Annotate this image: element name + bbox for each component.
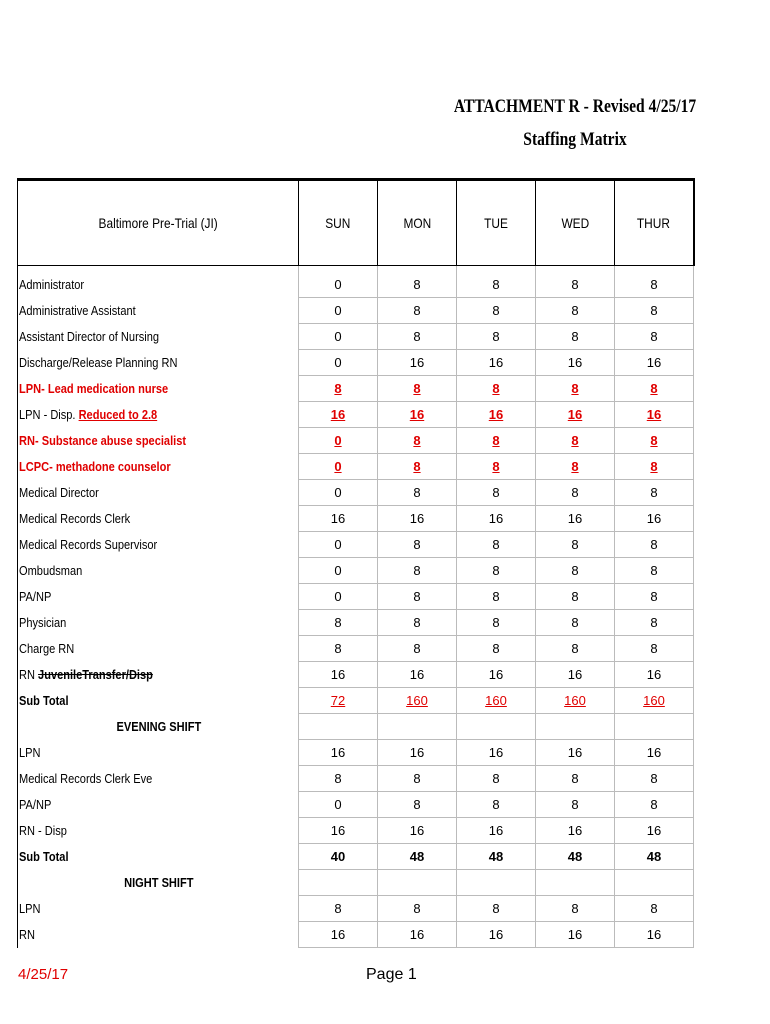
- row-label: RN - Disp: [18, 818, 299, 844]
- cell-wed: 8: [536, 584, 615, 610]
- section-header-row: [18, 870, 694, 896]
- cell-mon: 8: [378, 454, 457, 480]
- cell-wed: 8: [536, 428, 615, 454]
- cell-thur: 16: [615, 740, 694, 766]
- cell-wed: 16: [536, 350, 615, 376]
- cell-mon: 8: [378, 266, 457, 298]
- table-row: [18, 766, 694, 792]
- cell-mon: 8: [378, 532, 457, 558]
- row-label-text: LPN - Disp.: [19, 407, 76, 422]
- cell-tue: 8: [457, 324, 536, 350]
- cell-tue: 8: [457, 532, 536, 558]
- cell-wed: 8: [536, 636, 615, 662]
- cell-tue: 8: [457, 298, 536, 324]
- table-row: [18, 740, 694, 766]
- cell-thur: 8: [615, 480, 694, 506]
- cell-sun: 16: [299, 506, 378, 532]
- row-label: Medical Records Clerk Eve: [18, 766, 299, 792]
- cell-wed: 16: [536, 506, 615, 532]
- row-label: RN- Substance abuse specialist: [18, 428, 299, 454]
- table-row: [18, 662, 694, 688]
- cell-thur: 16: [615, 922, 694, 948]
- section-header-row: [18, 714, 694, 740]
- table-row: [18, 428, 694, 454]
- cell-tue: 48: [457, 844, 536, 870]
- cell-mon: 8: [378, 428, 457, 454]
- row-note-struck: JuvenileTransfer/Disp: [38, 667, 153, 682]
- day-header-wed: WED: [536, 180, 615, 266]
- cell-mon: 8: [378, 792, 457, 818]
- table-header-row: [18, 180, 694, 266]
- subtotal-row: [18, 688, 694, 714]
- table-row: [18, 818, 694, 844]
- cell-wed: 8: [536, 792, 615, 818]
- cell-tue: 16: [457, 922, 536, 948]
- row-label: LCPC- methadone counselor: [18, 454, 299, 480]
- cell-tue: 8: [457, 376, 536, 402]
- cell-thur: 16: [615, 402, 694, 428]
- cell-sun: 8: [299, 610, 378, 636]
- row-label: LPN: [18, 896, 299, 922]
- table-row: [18, 324, 694, 350]
- cell-tue: 8: [457, 610, 536, 636]
- cell-thur: 8: [615, 298, 694, 324]
- section-title-evening: EVENING SHIFT: [18, 714, 299, 740]
- cell-sun: 40: [299, 844, 378, 870]
- footer-page-number: Page 1: [366, 966, 417, 983]
- cell-sun: 0: [299, 454, 378, 480]
- row-label: Medical Records Supervisor: [18, 532, 299, 558]
- section-title-night: NIGHT SHIFT: [18, 870, 299, 896]
- table-row: [18, 636, 694, 662]
- row-label: RN: [18, 922, 299, 948]
- cell-sun: 0: [299, 266, 378, 298]
- row-label: Administrative Assistant: [18, 298, 299, 324]
- cell-mon: 8: [378, 298, 457, 324]
- cell-mon: 8: [378, 896, 457, 922]
- cell-thur: 48: [615, 844, 694, 870]
- cell-sun: 16: [299, 402, 378, 428]
- cell-tue: 8: [457, 636, 536, 662]
- staffing-matrix-table: [17, 178, 695, 948]
- cell-mon: 8: [378, 480, 457, 506]
- cell-sun: 0: [299, 792, 378, 818]
- cell-mon: 16: [378, 402, 457, 428]
- table-row: [18, 792, 694, 818]
- table-row: [18, 584, 694, 610]
- document-title: ATTACHMENT R - Revised 4/25/17: [453, 96, 697, 117]
- day-header-mon: MON: [378, 180, 457, 266]
- cell-mon: 48: [378, 844, 457, 870]
- row-label: LPN- Lead medication nurse: [18, 376, 299, 402]
- cell-mon: 8: [378, 376, 457, 402]
- facility-header: Baltimore Pre-Trial (JI): [18, 180, 299, 266]
- table-row: [18, 350, 694, 376]
- table-row: [18, 896, 694, 922]
- cell-wed: 8: [536, 896, 615, 922]
- table-row: [18, 402, 694, 428]
- table-row: [18, 480, 694, 506]
- cell-sun: 72: [299, 688, 378, 714]
- cell-tue: 8: [457, 480, 536, 506]
- cell-tue: 16: [457, 506, 536, 532]
- subtotal-row: [18, 844, 694, 870]
- cell-tue: 8: [457, 584, 536, 610]
- cell-thur: 8: [615, 766, 694, 792]
- cell-thur: 16: [615, 350, 694, 376]
- cell-wed: 16: [536, 402, 615, 428]
- row-label: Charge RN: [18, 636, 299, 662]
- cell-wed: 48: [536, 844, 615, 870]
- row-label: LPN: [18, 740, 299, 766]
- row-label: PA/NP: [18, 792, 299, 818]
- table-row: [18, 922, 694, 948]
- cell-sun: 0: [299, 350, 378, 376]
- row-label: [18, 662, 299, 688]
- table-row: [18, 610, 694, 636]
- cell-sun: 0: [299, 428, 378, 454]
- cell-tue: 8: [457, 766, 536, 792]
- cell-mon: 8: [378, 584, 457, 610]
- day-header-tue: TUE: [457, 180, 536, 266]
- cell-sun: 8: [299, 766, 378, 792]
- row-label: Assistant Director of Nursing: [18, 324, 299, 350]
- cell-wed: 16: [536, 662, 615, 688]
- cell-sun: 0: [299, 532, 378, 558]
- cell-thur: 160: [615, 688, 694, 714]
- cell-mon: 8: [378, 636, 457, 662]
- cell-sun: 16: [299, 922, 378, 948]
- cell-sun: 0: [299, 480, 378, 506]
- cell-tue: 16: [457, 662, 536, 688]
- cell-thur: 8: [615, 792, 694, 818]
- table-row: [18, 266, 694, 298]
- cell-sun: 8: [299, 896, 378, 922]
- row-label: Ombudsman: [18, 558, 299, 584]
- cell-thur: 8: [615, 636, 694, 662]
- table-row: [18, 532, 694, 558]
- row-label-text: RN: [19, 667, 35, 682]
- cell-sun: 0: [299, 324, 378, 350]
- cell-sun: 0: [299, 584, 378, 610]
- row-label: Physician: [18, 610, 299, 636]
- cell-mon: 160: [378, 688, 457, 714]
- cell-mon: 16: [378, 922, 457, 948]
- cell-thur: 16: [615, 818, 694, 844]
- row-label: Discharge/Release Planning RN: [18, 350, 299, 376]
- row-note: Reduced to 2.8: [78, 407, 158, 422]
- cell-thur: 8: [615, 428, 694, 454]
- cell-thur: 8: [615, 610, 694, 636]
- cell-mon: 8: [378, 324, 457, 350]
- cell-thur: 8: [615, 558, 694, 584]
- row-label: PA/NP: [18, 584, 299, 610]
- cell-tue: 160: [457, 688, 536, 714]
- cell-sun: 8: [299, 376, 378, 402]
- cell-tue: 8: [457, 266, 536, 298]
- cell-wed: 8: [536, 324, 615, 350]
- cell-mon: 16: [378, 350, 457, 376]
- cell-wed: 8: [536, 532, 615, 558]
- cell-tue: 8: [457, 896, 536, 922]
- cell-tue: 8: [457, 428, 536, 454]
- cell-wed: 160: [536, 688, 615, 714]
- cell-mon: 16: [378, 740, 457, 766]
- footer-date: 4/25/17: [18, 966, 69, 983]
- cell-thur: 8: [615, 532, 694, 558]
- cell-tue: 16: [457, 740, 536, 766]
- table-row: [18, 376, 694, 402]
- cell-mon: 16: [378, 818, 457, 844]
- cell-wed: 8: [536, 480, 615, 506]
- cell-sun: 16: [299, 662, 378, 688]
- row-label: Sub Total: [18, 844, 299, 870]
- cell-wed: 16: [536, 818, 615, 844]
- row-label: Medical Records Clerk: [18, 506, 299, 532]
- cell-thur: 8: [615, 454, 694, 480]
- cell-wed: 8: [536, 766, 615, 792]
- day-header-thur: THUR: [615, 180, 694, 266]
- day-header-sun: SUN: [299, 180, 378, 266]
- cell-thur: 16: [615, 506, 694, 532]
- cell-wed: 16: [536, 922, 615, 948]
- table-row: [18, 506, 694, 532]
- cell-mon: 8: [378, 558, 457, 584]
- document-subtitle: Staffing Matrix: [523, 129, 627, 150]
- cell-sun: 16: [299, 818, 378, 844]
- row-label: [18, 402, 299, 428]
- cell-tue: 8: [457, 454, 536, 480]
- cell-mon: 8: [378, 610, 457, 636]
- cell-thur: 8: [615, 324, 694, 350]
- cell-sun: 0: [299, 558, 378, 584]
- cell-tue: 16: [457, 818, 536, 844]
- cell-tue: 16: [457, 402, 536, 428]
- table-row: [18, 558, 694, 584]
- cell-mon: 16: [378, 662, 457, 688]
- table-row: [18, 454, 694, 480]
- cell-mon: 16: [378, 506, 457, 532]
- row-label: Medical Director: [18, 480, 299, 506]
- cell-tue: 8: [457, 792, 536, 818]
- cell-wed: 8: [536, 266, 615, 298]
- cell-wed: 8: [536, 298, 615, 324]
- cell-sun: 8: [299, 636, 378, 662]
- cell-wed: 8: [536, 454, 615, 480]
- cell-wed: 8: [536, 376, 615, 402]
- cell-wed: 8: [536, 610, 615, 636]
- cell-thur: 8: [615, 584, 694, 610]
- row-label: Administrator: [18, 266, 299, 298]
- cell-thur: 8: [615, 266, 694, 298]
- cell-mon: 8: [378, 766, 457, 792]
- cell-thur: 16: [615, 662, 694, 688]
- table-row: [18, 298, 694, 324]
- row-label: Sub Total: [18, 688, 299, 714]
- cell-thur: 8: [615, 376, 694, 402]
- cell-wed: 8: [536, 558, 615, 584]
- cell-thur: 8: [615, 896, 694, 922]
- cell-sun: 16: [299, 740, 378, 766]
- cell-tue: 16: [457, 350, 536, 376]
- cell-wed: 16: [536, 740, 615, 766]
- cell-sun: 0: [299, 298, 378, 324]
- cell-tue: 8: [457, 558, 536, 584]
